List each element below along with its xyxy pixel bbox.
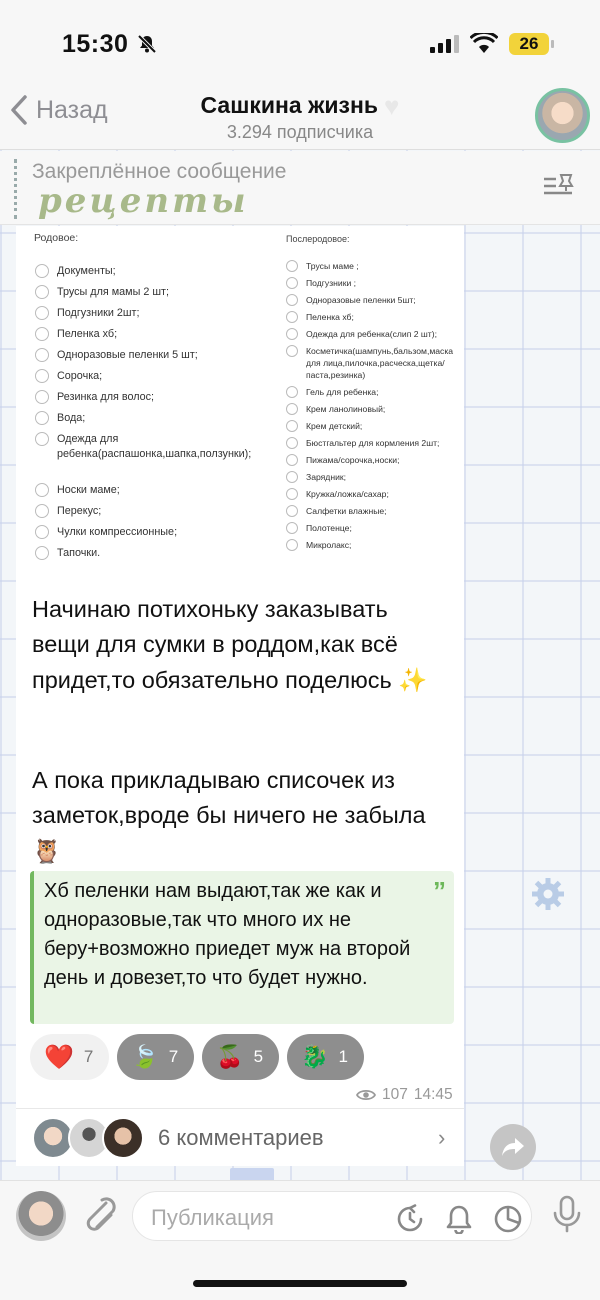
channel-avatar[interactable]: [535, 88, 590, 143]
pinned-list-icon[interactable]: [542, 171, 576, 201]
commenter-avatar: [102, 1117, 144, 1159]
owl-icon: 🦉: [32, 837, 62, 864]
empty-checkbox-icon: [286, 471, 298, 483]
cherries-icon: 🍒: [216, 1044, 244, 1069]
checklist-item: Пеленка хб;: [286, 311, 458, 323]
empty-checkbox-icon: [35, 285, 49, 299]
checklist-item: Трусы маме ;: [286, 260, 458, 272]
gear-icon: [530, 876, 566, 917]
reaction-count: 7: [83, 1047, 94, 1066]
post-meta: [356, 1086, 453, 1104]
checklist-item: Трусы для мамы 2 шт;: [35, 285, 255, 300]
share-arrow-icon: [501, 1137, 525, 1157]
subscriber-count: 3.294 подписчика: [226, 122, 374, 142]
pinned-indicator: [14, 159, 17, 219]
empty-checkbox-icon: [35, 504, 49, 518]
reaction-count: 7: [168, 1047, 179, 1066]
checklist-item: Подгузники 2шт;: [35, 306, 255, 321]
checklist-item: Документы;: [35, 264, 255, 279]
status-bar: [0, 0, 600, 86]
channel-name: Сашкина жизнь: [200, 92, 379, 118]
leaves-icon: 🍃: [131, 1044, 159, 1069]
white-heart-icon: ♥: [384, 90, 400, 121]
bell-icon[interactable]: [445, 1204, 473, 1234]
checklist-item: Пеленка хб;: [35, 327, 255, 342]
battery-tip: [551, 40, 554, 48]
reaction-count: 5: [253, 1047, 264, 1066]
checklist-item: Пижама/сорочка,носки;: [286, 454, 458, 466]
checklist-item: Косметичка(шампунь,бальзом,маска для лица,пилочка,расческа,щетка/паста,резинка): [286, 345, 458, 381]
empty-checkbox-icon: [286, 294, 298, 306]
checklist-item: Микролакс;: [286, 539, 458, 551]
channel-post: [16, 226, 464, 1166]
checklist-item: Кружка/ложка/сахар;: [286, 488, 458, 500]
pinned-message-bar[interactable]: [0, 151, 600, 225]
empty-checkbox-icon: [286, 311, 298, 323]
channel-header: [0, 86, 600, 150]
microphone-icon[interactable]: [552, 1195, 582, 1235]
reaction-leaves[interactable]: [117, 1034, 194, 1080]
empty-checkbox-icon: [286, 420, 298, 432]
empty-checkbox-icon: [286, 403, 298, 415]
checklist-item: Салфетки влажные;: [286, 505, 458, 517]
checklist-item: Одежда для ребенка(распашонка,шапка,ползунки);: [35, 432, 260, 462]
eye-icon: [356, 1088, 376, 1102]
checklist-item: Одноразовые пеленки 5 шт;: [35, 348, 255, 363]
comments-label: 6 комментариев: [158, 1125, 324, 1150]
battery-level: 26: [509, 33, 549, 55]
empty-checkbox-icon: [286, 345, 298, 357]
empty-checkbox-icon: [286, 488, 298, 500]
checklist-item: Одежда для ребенка(слип 2 шт);: [286, 328, 458, 340]
empty-checkbox-icon: [35, 483, 49, 497]
empty-checkbox-icon: [35, 369, 49, 383]
checklist-item: Сорочка;: [35, 369, 255, 384]
quote-icon: ”: [433, 876, 446, 906]
reaction-cherries[interactable]: [202, 1034, 279, 1080]
empty-checkbox-icon: [35, 264, 49, 278]
chevron-left-icon: [10, 94, 28, 126]
checklist-item: Зарядник;: [286, 471, 458, 483]
empty-checkbox-icon: [35, 411, 49, 425]
wifi-icon: [470, 33, 498, 55]
empty-checkbox-icon: [286, 522, 298, 534]
empty-checkbox-icon: [286, 277, 298, 289]
checklist-item: Подгузники ;: [286, 277, 458, 289]
checklist-item: Вода;: [35, 411, 255, 426]
checklist-item: Тапочки.: [35, 546, 255, 561]
status-time: 15:30: [62, 30, 129, 58]
checklist-item: Перекус;: [35, 504, 255, 519]
empty-checkbox-icon: [286, 454, 298, 466]
pinned-text: рецепты: [38, 181, 249, 221]
empty-checkbox-icon: [286, 386, 298, 398]
checklist-image[interactable]: [16, 226, 464, 574]
empty-checkbox-icon: [286, 260, 298, 272]
empty-checkbox-icon: [35, 525, 49, 539]
reaction-heart[interactable]: [30, 1034, 109, 1080]
reactions-bar: [30, 1034, 364, 1080]
checklist-item: Крем детский;: [286, 420, 458, 432]
empty-checkbox-icon: [286, 539, 298, 551]
empty-checkbox-icon: [35, 390, 49, 404]
bell-muted-icon: [136, 33, 158, 55]
publication-input[interactable]: [132, 1191, 532, 1241]
checklist-item: Резинка для волос;: [35, 390, 255, 405]
checklist-item: Полотенце;: [286, 522, 458, 534]
post-paragraph-1: Начинаю потихоньку заказывать вещи для сумки в роддом,как всё придет,то обязательно поделюсь ✨: [32, 596, 428, 693]
comments-button[interactable]: [16, 1108, 464, 1166]
channel-title-block[interactable]: [160, 92, 440, 143]
paperclip-icon[interactable]: [80, 1195, 118, 1235]
empty-checkbox-icon: [286, 437, 298, 449]
user-avatar[interactable]: [16, 1191, 66, 1241]
pinned-label: Закреплённое сообщение: [32, 160, 287, 183]
home-indicator: [193, 1280, 407, 1287]
sticker-icon[interactable]: [493, 1204, 523, 1234]
dragonfly-icon: 🐉: [301, 1044, 329, 1069]
view-count: 107: [382, 1086, 408, 1103]
checklist-item: Бюстгальтер для кормления 2шт;: [286, 437, 458, 449]
empty-checkbox-icon: [35, 327, 49, 341]
reaction-dragonfly[interactable]: [287, 1034, 364, 1080]
checklist-item: Чулки компрессионные;: [35, 525, 255, 540]
post-paragraph-2: А пока прикладываю списочек из заметок,вроде бы ничего не забыла 🦉: [32, 767, 426, 864]
checklist-item: Носки маме;: [35, 483, 255, 498]
reaction-count: 1: [338, 1047, 348, 1066]
cellular-signal-icon: [430, 35, 459, 53]
checklist-item: Гель для ребенка;: [286, 386, 458, 398]
empty-checkbox-icon: [35, 348, 49, 362]
empty-checkbox-icon: [35, 432, 49, 446]
sparkles-icon: ✨: [398, 666, 428, 693]
left-column-title: Родовое:: [34, 232, 79, 244]
back-button[interactable]: [10, 94, 108, 126]
quote-block: [30, 871, 454, 1024]
quote-text: Хб пеленки нам выдают,так же как и одноразовые,так что много их не беру+возможно приедет муж на второй день и довезет,то что будет нужно.: [44, 880, 411, 989]
share-button[interactable]: [490, 1124, 536, 1170]
chevron-right-icon: ›: [438, 1125, 446, 1150]
checklist-item: Одноразовые пеленки 5шт;: [286, 294, 458, 306]
timer-icon[interactable]: [395, 1204, 425, 1234]
empty-checkbox-icon: [286, 505, 298, 517]
empty-checkbox-icon: [286, 328, 298, 340]
back-label: Назад: [36, 95, 108, 124]
empty-checkbox-icon: [35, 546, 49, 560]
right-column-title: Послеродовое:: [286, 234, 350, 244]
checklist-item: Крем ланолиновый;: [286, 403, 458, 415]
heart-icon: ❤️: [44, 1043, 74, 1071]
input-placeholder: Публикация: [151, 1205, 274, 1230]
channel-title: [201, 92, 400, 119]
empty-checkbox-icon: [35, 306, 49, 320]
post-time: 14:45: [413, 1086, 453, 1103]
